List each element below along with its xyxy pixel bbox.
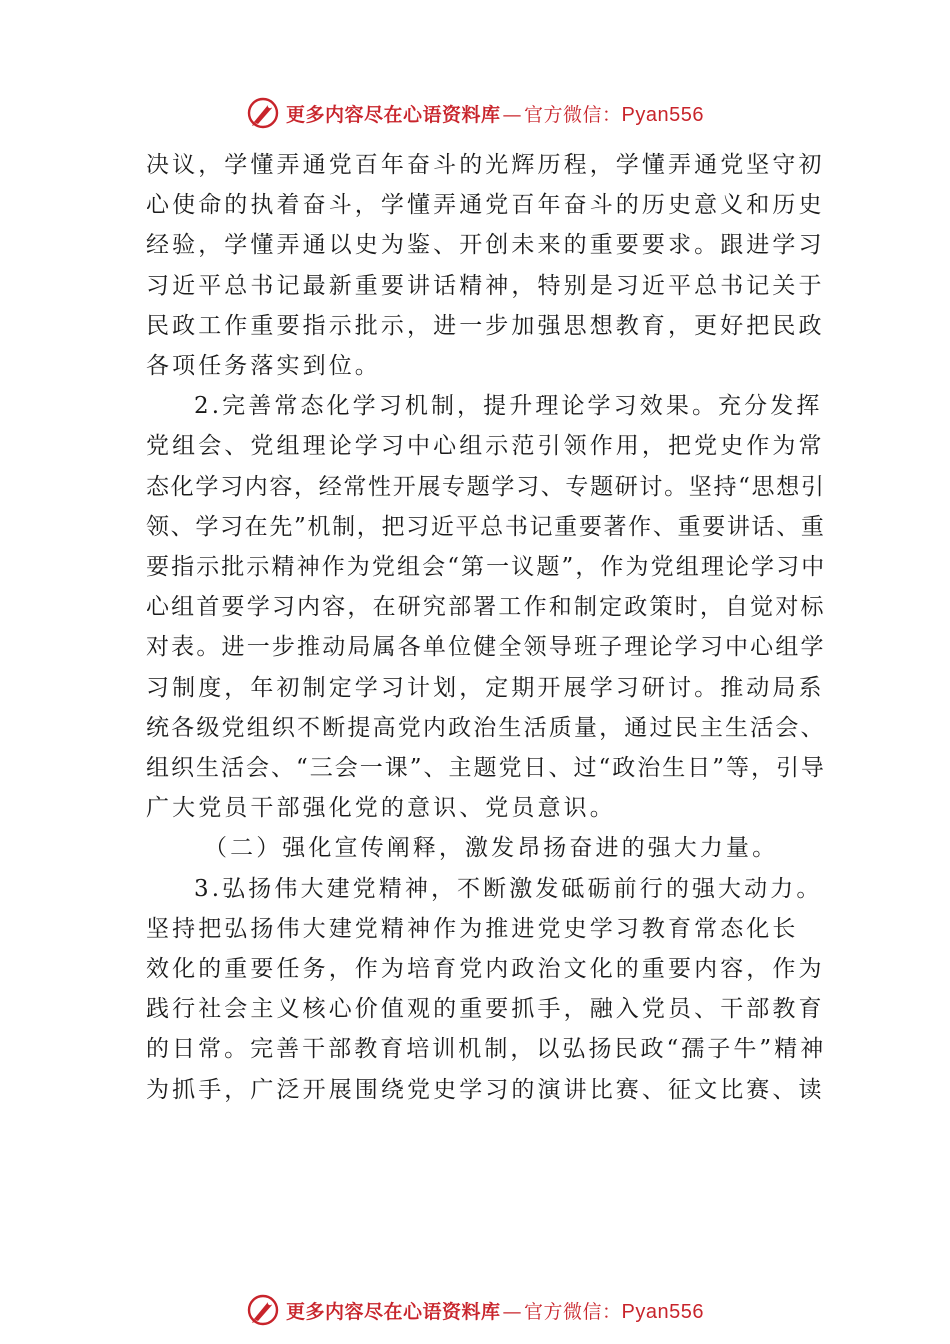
footer-watermark bbox=[0, 1290, 950, 1330]
text-line: 决议，学懂弄通党百年奋斗的光辉历程，学懂弄通党坚守初 bbox=[146, 152, 825, 178]
wechat-label: 官方微信： bbox=[524, 1300, 622, 1323]
paragraph-3 bbox=[146, 869, 826, 1110]
text-line: 态化学习内容，经常性开展专题学习、专题研讨。坚持“思想引 bbox=[146, 473, 826, 500]
watermark-separator: — bbox=[502, 103, 523, 126]
text-line: 党组会、党组理论学习中心组示范引领作用，把党史作为常 bbox=[146, 433, 825, 460]
text-line: 心使命的执着奋斗，学懂弄通党百年奋斗的历史意义和历史 bbox=[146, 192, 825, 219]
text-line: 民政工作重要指示批示，进一步加强思想教育，更好把民政 bbox=[146, 312, 825, 339]
text-line: 广大党员干部强化党的意识、党员意识。 bbox=[146, 795, 616, 822]
watermark-separator: — bbox=[502, 1300, 523, 1323]
watermark-title: 更多内容尽在心语资料库 bbox=[286, 1300, 501, 1323]
text-line: 3.弘扬伟大建党精神，不断激发砥砺前行的强大动力。 bbox=[194, 875, 823, 902]
text-line: 效化的重要任务，作为培育党内政治文化的重要内容，作为 bbox=[146, 956, 825, 983]
header-watermark bbox=[0, 93, 950, 133]
text-line: 习近平总书记最新重要讲话精神，特别是习近平总书记关于 bbox=[146, 272, 825, 299]
text-line: 各项任务落实到位。 bbox=[146, 353, 381, 380]
section-heading bbox=[146, 828, 826, 868]
text-line: 2.完善常态化学习机制，提升理论学习效果。充分发挥 bbox=[194, 393, 823, 420]
pen-logo-icon bbox=[246, 96, 280, 130]
document-body bbox=[146, 145, 826, 1110]
watermark-text-group bbox=[286, 100, 704, 127]
wechat-id: Pyan556 bbox=[621, 1300, 704, 1323]
wechat-label: 官方微信： bbox=[524, 103, 622, 126]
heading-line: （二）强化宣传阐释，激发昂扬奋进的强大力量。 bbox=[204, 835, 779, 862]
text-line: 对表。进一步推动局属各单位健全领导班子理论学习中心组学 bbox=[146, 634, 826, 661]
text-line: 为抓手，广泛开展围绕党史学习的演讲比赛、征文比赛、读 bbox=[146, 1076, 825, 1103]
text-line: 经验，学懂弄通以史为鉴、开创未来的重要要求。跟进学习 bbox=[146, 232, 825, 259]
text-line: 领、学习在先”机制，把习近平总书记重要著作、重要讲话、重 bbox=[146, 513, 826, 540]
wechat-id: Pyan556 bbox=[621, 103, 704, 126]
text-line: 的日常。完善干部教育培训机制，以弘扬民政“孺子牛”精神 bbox=[146, 1036, 827, 1063]
watermark-text-group bbox=[286, 1297, 704, 1324]
text-line: 心组首要学习内容，在研究部署工作和制定政策时，自觉对标 bbox=[146, 594, 826, 621]
text-line: 践行社会主义核心价值观的重要抓手，融入党员、干部教育 bbox=[146, 996, 825, 1023]
pen-logo-icon bbox=[246, 1293, 280, 1327]
text-line: 组织生活会、“三会一课”、主题党日、过“政治生日”等，引导 bbox=[146, 755, 826, 782]
paragraph-2 bbox=[146, 386, 826, 828]
text-line: 坚持把弘扬伟大建党精神作为推进党史学习教育常态化长 bbox=[146, 915, 799, 942]
text-line: 统各级党组织不断提高党内政治生活质量，通过民主生活会、 bbox=[146, 714, 826, 741]
paragraph-1 bbox=[146, 145, 826, 386]
watermark-title: 更多内容尽在心语资料库 bbox=[286, 103, 501, 126]
text-line: 习制度，年初制定学习计划，定期开展学习研讨。推动局系 bbox=[146, 674, 825, 701]
text-line: 要指示批示精神作为党组会“第一议题”，作为党组理论学习中 bbox=[146, 554, 827, 581]
